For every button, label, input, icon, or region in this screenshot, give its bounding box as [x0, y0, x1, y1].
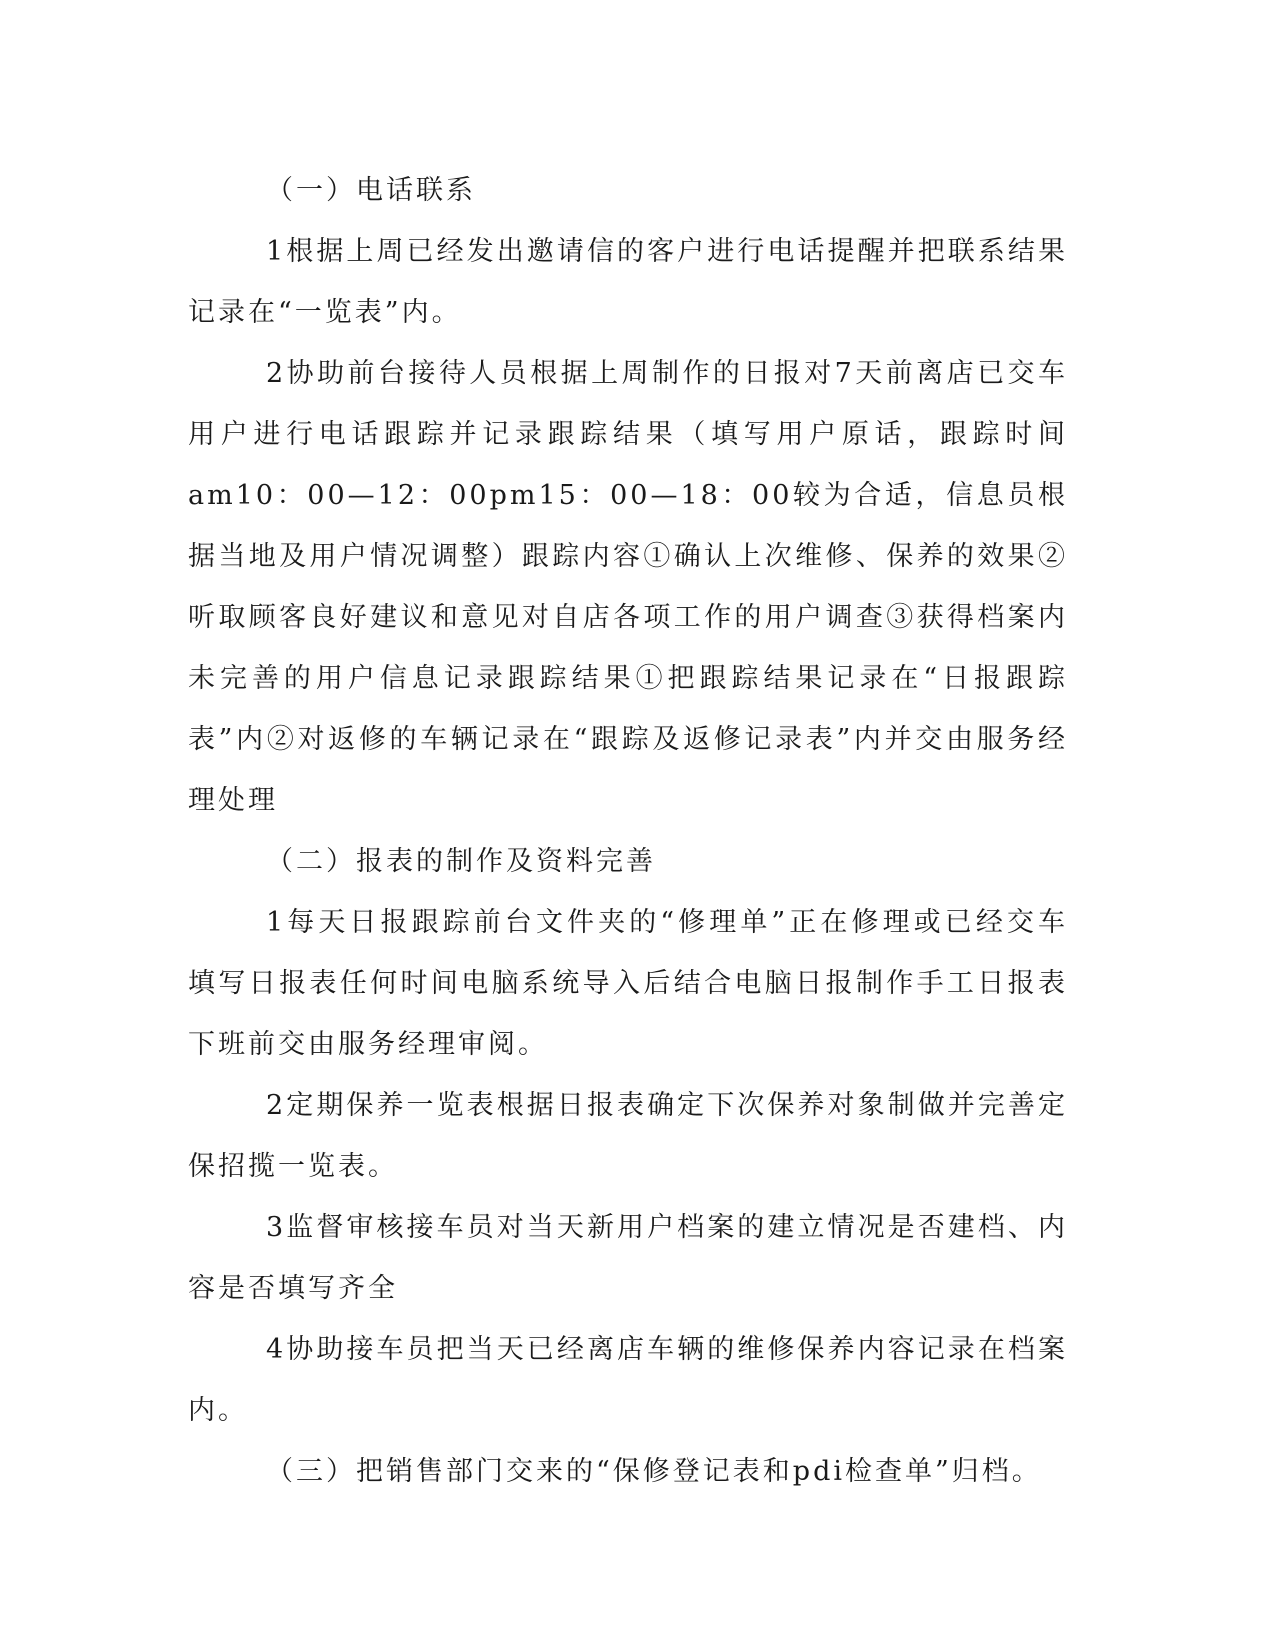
section-heading-phone-contact: （一）电话联系 — [266, 175, 476, 206]
paragraph-archive-audit: 3监督审核接车员对当天新用户档案的建立情况是否建档、内容是否填写齐全 — [188, 1212, 1068, 1304]
section-heading-filing: （三）把销售部门交来的“保修登记表和pdi检查单”归档。 — [266, 1456, 1042, 1487]
paragraph-maintenance-list: 2定期保养一览表根据日报表确定下次保养对象制做并完善定保招揽一览表。 — [188, 1090, 1068, 1182]
paragraph-phone-reminder: 1根据上周已经发出邀请信的客户进行电话提醒并把联系结果记录在“一览表”内。 — [188, 236, 1068, 328]
paragraph-phone-tracking: 2协助前台接待人员根据上周制作的日报对7天前离店已交车用户进行电话跟踪并记录跟踪结果（填写用户原话，跟踪时间am10：00—12：00pm15：00—18：00较为合适，信息员根据当地及用户情况调整）跟踪内容①确认上次维修、保养的效果②听取顾客良好建议和意见对自店各项工作的用户调查③获得档案内未完善的用户信息记录跟踪结果①把跟踪结果记录在“日报跟踪表”内②对返修的车辆记录在“跟踪及返修记录表”内并交由服务经理处理 — [188, 358, 1068, 816]
paragraph-daily-report: 1每天日报跟踪前台文件夹的“修理单”正在修理或已经交车填写日报表任何时间电脑系统导入后结合电脑日报制作手工日报表下班前交由服务经理审阅。 — [188, 907, 1068, 1060]
document-page — [188, 160, 1068, 1502]
paragraph-archive-record: 4协助接车员把当天已经离店车辆的维修保养内容记录在档案内。 — [188, 1334, 1068, 1426]
section-heading-reports: （二）报表的制作及资料完善 — [266, 846, 656, 877]
